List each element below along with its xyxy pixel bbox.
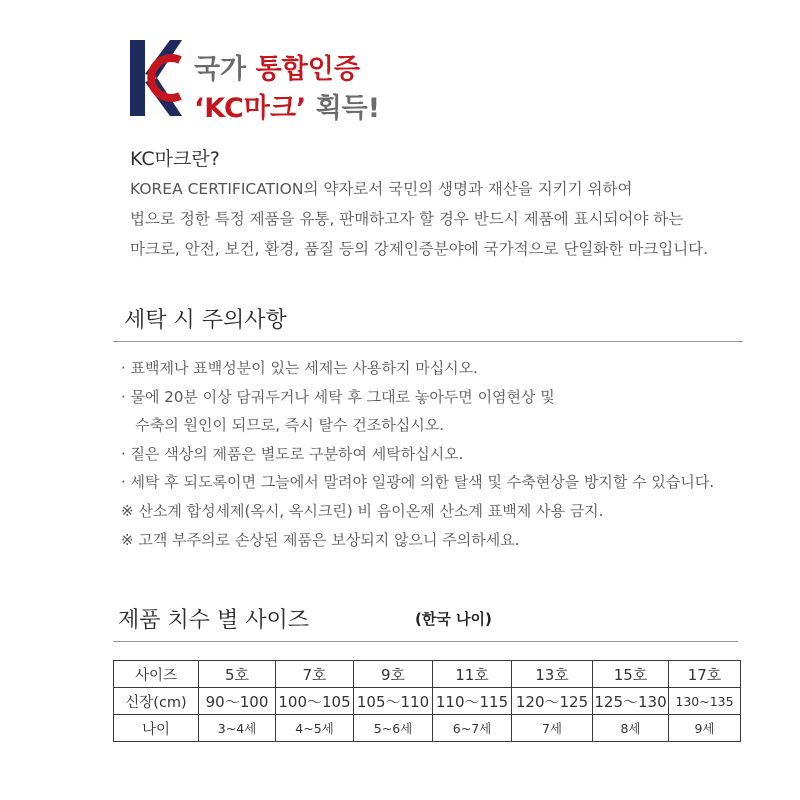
list-item: · 짙은 색상의 제품은 별도로 구분하여 세탁하십시오.: [121, 444, 464, 463]
kc-description: [130, 174, 708, 264]
list-item: · 표백제나 표백성분이 있는 세제는 사용하지 마십시오.: [121, 359, 478, 377]
table-cell: 3~4세: [199, 715, 276, 742]
kc-mark-logo: [128, 38, 182, 118]
list-item: 수축의 원인이 되므로, 즉시 탈수 건조하십시오.: [121, 416, 444, 435]
table-cell: 나이: [114, 715, 199, 742]
washing-divider: [113, 341, 743, 342]
kc-description-line: KOREA CERTIFICATION의 약자로서 국민의 생명과 재산을 지키기 위하여: [130, 180, 633, 198]
size-age-note: (한국 나이): [415, 610, 492, 628]
table-cell: 11호: [433, 661, 512, 688]
size-divider: [113, 641, 738, 642]
table-row-age: [114, 715, 741, 742]
table-cell: 130~135: [669, 688, 741, 715]
table-cell: 13호: [512, 661, 593, 688]
washing-section-title: 세탁 시 주의사항: [124, 308, 287, 333]
table-cell: 8세: [593, 715, 669, 742]
list-item: · 물에 20분 이상 담궈두거나 세탁 후 그대로 놓아두면 이염현상 및: [121, 387, 555, 406]
kc-question: KC마크란?: [130, 148, 220, 170]
kc-description-line: 법으로 정한 특정 제품을 유통, 판매하고자 할 경우 반드시 제품에 표시되어야 하는: [130, 210, 684, 228]
table-row-size: [114, 661, 741, 688]
table-cell: 120～125: [512, 688, 593, 715]
table-cell: 105～110: [354, 688, 433, 715]
table-cell: 신장(cm): [114, 688, 199, 715]
table-cell: 9세: [669, 715, 741, 742]
kc-headline-national: 국가: [194, 54, 256, 85]
list-item: · 세탁 후 되도록이면 그늘에서 말려야 일광에 의한 탈색 및 수축현상을 방지할 수 있습니다.: [121, 473, 715, 492]
kc-headline-acquired: 획득!: [306, 93, 381, 124]
list-item: ※ 산소계 합성세제(옥시, 옥시크린) 비 음이온제 산소계 표백제 사용 금지.: [121, 501, 604, 520]
table-cell: 17호: [669, 661, 741, 688]
table-row-height: [114, 688, 741, 715]
kc-description-line: 마크로, 안전, 보건, 환경, 품질 등의 강제인증분야에 국가적으로 단일화한 마크입니다.: [130, 240, 709, 258]
table-cell: 125～130: [593, 688, 669, 715]
washing-instructions-list: [121, 354, 714, 554]
table-cell: 6~7세: [433, 715, 512, 742]
table-cell: 사이즈: [114, 661, 199, 688]
list-item: ※ 고객 부주의로 손상된 제품은 보상되지 않으니 주의하세요.: [121, 530, 520, 549]
table-cell: 4~5세: [276, 715, 354, 742]
table-cell: 15호: [593, 661, 669, 688]
kc-headline-kc-mark: ‘KC마크’: [194, 93, 307, 124]
table-cell: 100～105: [276, 688, 354, 715]
table-cell: 9호: [354, 661, 433, 688]
kc-headline-line1: [194, 47, 360, 86]
size-table: [113, 660, 741, 742]
table-cell: 7호: [276, 661, 354, 688]
table-cell: 90～100: [199, 688, 276, 715]
size-section-title: 제품 치수 별 사이즈: [118, 608, 309, 633]
table-cell: 5~6세: [354, 715, 433, 742]
kc-headline-line2: [194, 86, 380, 125]
kc-headline-integrated-cert: 통합인증: [255, 54, 360, 85]
table-cell: 110～115: [433, 688, 512, 715]
table-cell: 5호: [199, 661, 276, 688]
table-cell: 7세: [512, 715, 593, 742]
